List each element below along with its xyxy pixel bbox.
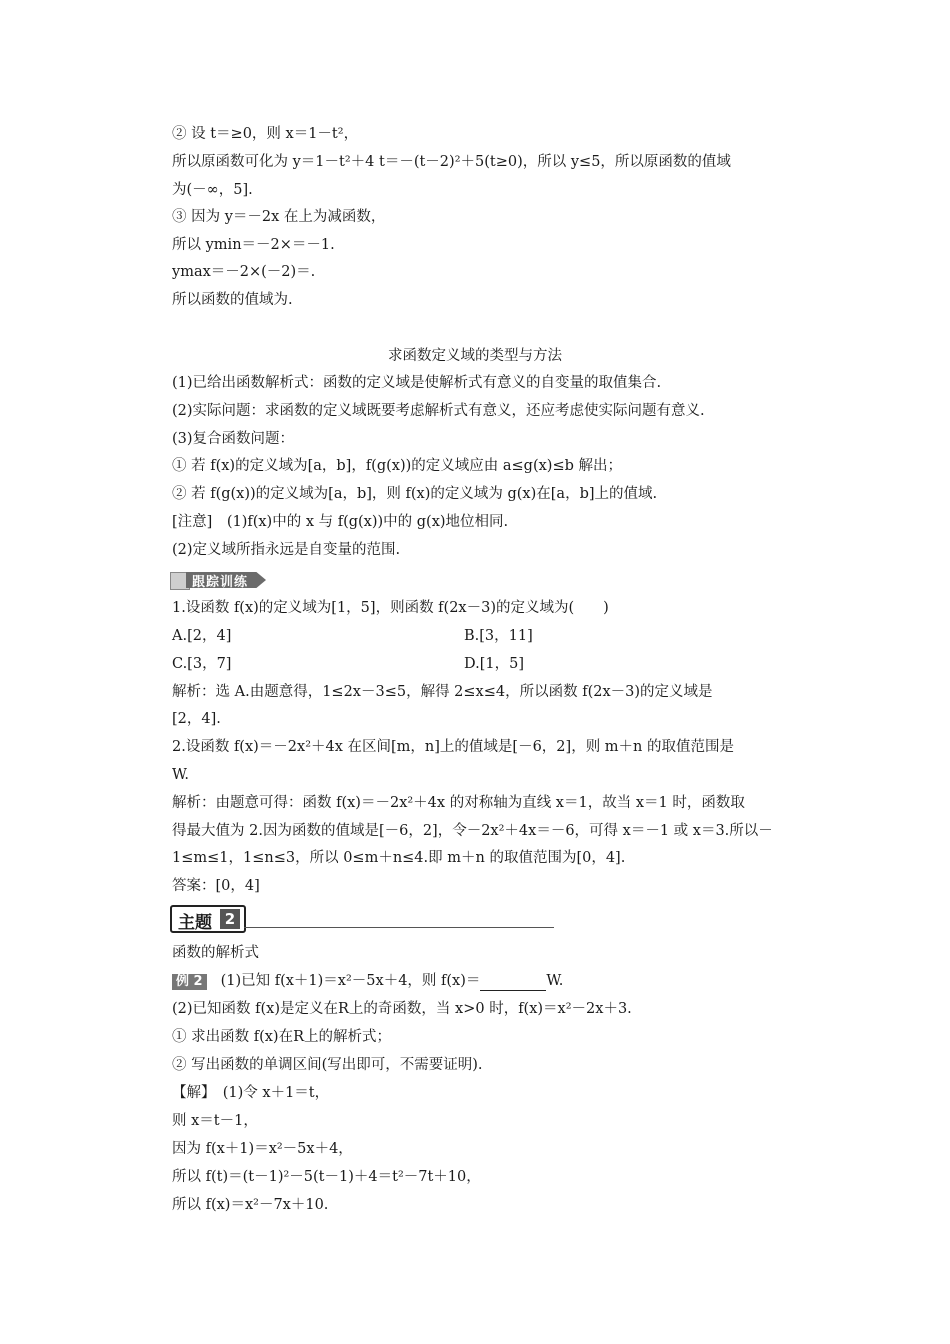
solution-line: 得最大值为 2.因为函数的值域是[－6，2]，令－2x²＋4x＝－6，可得 x＝－1 或 x＝3.所以－	[172, 823, 773, 839]
text-line: 所以函数的值域为.	[172, 292, 293, 308]
answer-line: 答案：[0，4]	[172, 878, 260, 894]
theme-label: 主题	[178, 913, 212, 933]
text-line: (3)复合函数问题：	[172, 431, 295, 447]
text-line: ① 求出函数 f(x)在R上的解析式；	[172, 1029, 391, 1045]
theme-2-header	[170, 905, 555, 931]
text-line: 所以 ymin＝－2×＝－1.	[172, 237, 335, 253]
option-a: A.[2，4]	[172, 628, 232, 644]
text-line: ymax＝－2×(－2)＝.	[172, 264, 316, 280]
solution-line: 解析：选 A.由题意得，1≤2x－3≤5，解得 2≤x≤4，所以函数 f(2x－3)的定义域是	[172, 684, 713, 700]
solution-line: 所以 f(x)＝x²－7x＋10.	[172, 1197, 329, 1213]
question-stem: W.	[172, 767, 189, 783]
solution-line: [2，4].	[172, 711, 221, 727]
solution-line: 1≤m≤1，1≤n≤3，所以 0≤m＋n≤4.即 m＋n 的取值范围为[0，4].	[172, 850, 626, 866]
question-stem: 2.设函数 f(x)＝－2x²＋4x 在区间[m，n]上的值域是[－6，2]，则 m＋n 的取值范围是	[172, 739, 735, 755]
method-title: 求函数定义域的类型与方法	[388, 348, 562, 364]
text-line: 为(－∞，5].	[172, 182, 253, 198]
solution-line: 因为 f(x＋1)＝x²－5x＋4，	[172, 1141, 353, 1157]
text-line: 所以原函数可化为 y＝1－t²＋4 t＝－(t－2)²＋5(t≥0)，所以 y≤5，所以原函数的值域	[172, 154, 731, 170]
text-line: ③ 因为 y＝－2x 在上为减函数，	[172, 209, 386, 225]
example-line	[172, 971, 563, 991]
solution-line: 解析：由题意可得：函数 f(x)＝－2x²＋4x 的对称轴为直线 x＝1，故当 x＝1 时，函数取	[172, 795, 745, 811]
solution-line: 所以 f(t)＝(t－1)²－5(t－1)＋4＝t²－7t＋10，	[172, 1169, 481, 1185]
track-training-badge	[170, 570, 270, 590]
section-title: 函数的解析式	[172, 945, 259, 961]
question-stem: 1.设函数 f(x)的定义域为[1，5]，则函数 f(2x－3)的定义域为( )	[172, 600, 609, 616]
text-line: (1)已给出函数解析式：函数的定义域是使解析式有意义的自变量的取值集合.	[172, 375, 662, 391]
option-d: D.[1，5]	[464, 656, 524, 672]
theme-number: 2	[220, 909, 240, 929]
example-text: (1)已知 f(x＋1)＝x²－5x＋4，则 f(x)＝	[220, 973, 481, 989]
solution-line: 则 x＝t－1，	[172, 1113, 258, 1129]
text-line: [注意] (1)f(x)中的 x 与 f(g(x))中的 g(x)地位相同.	[172, 514, 509, 530]
example-text: W.	[546, 973, 564, 989]
answer-blank	[480, 976, 546, 991]
example-badge: 例 2	[172, 974, 207, 990]
option-c: C.[3，7]	[172, 656, 232, 672]
option-b: B.[3，11]	[464, 628, 533, 644]
solution-line: 【解】 (1)令 x＋1＝t，	[172, 1085, 330, 1101]
text-line: ① 若 f(x)的定义域为[a，b]，f(g(x))的定义域应由 a≤g(x)≤b 解出；	[172, 458, 622, 474]
text-line: (2)实际问题：求函数的定义域既要考虑解析式有意义，还应考虑使实际问题有意义.	[172, 403, 705, 419]
header-rule	[244, 927, 554, 928]
text-line: (2)定义域所指永远是自变量的范围.	[172, 542, 401, 558]
track-training-label: 跟踪训练	[192, 575, 249, 590]
text-line: ② 若 f(g(x))的定义域为[a，b]，则 f(x)的定义域为 g(x)在[a，b]上的值域.	[172, 486, 658, 502]
text-line: ② 写出函数的单调区间(写出即可，不需要证明).	[172, 1057, 483, 1073]
text-line: ② 设 t＝≥0，则 x＝1－t²，	[172, 126, 359, 142]
text-line: (2)已知函数 f(x)是定义在R上的奇函数，当 x>0 时，f(x)＝x²－2x＋3.	[172, 1001, 632, 1017]
